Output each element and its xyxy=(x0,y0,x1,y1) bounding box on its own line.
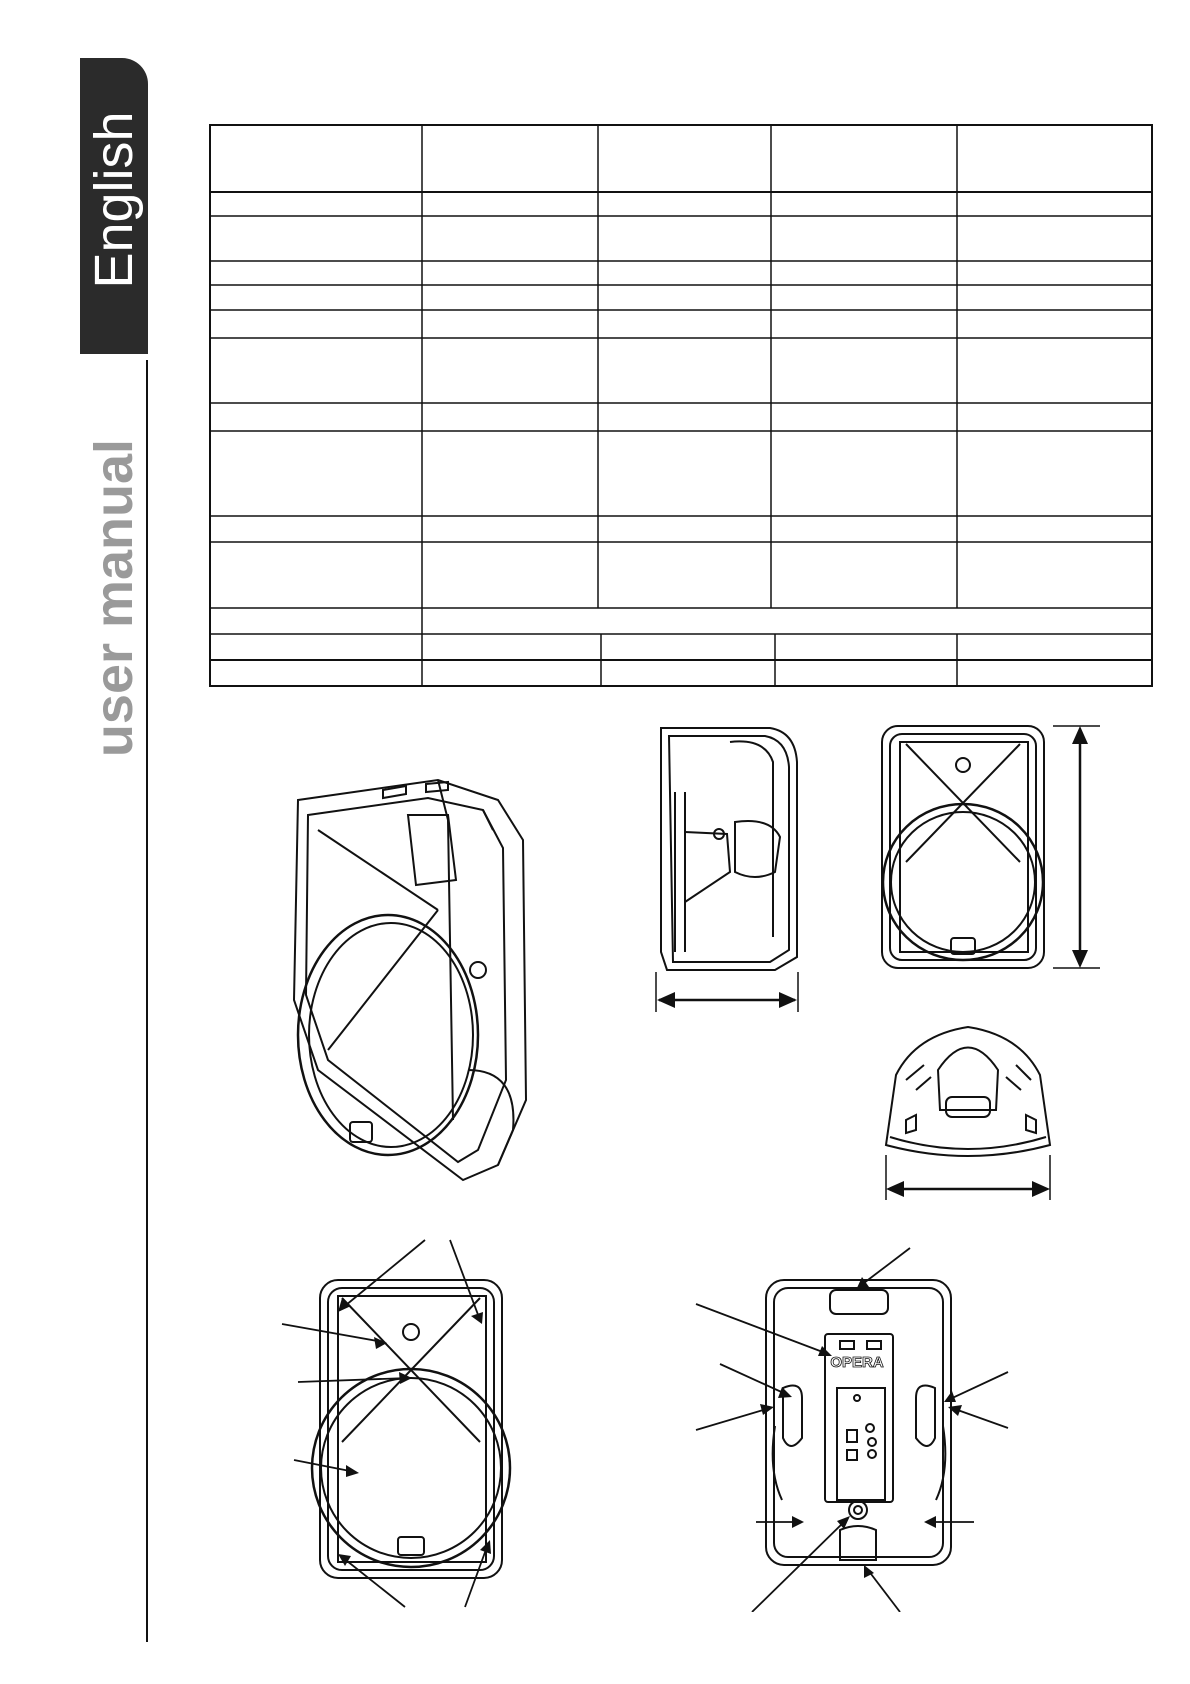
speaker-front-view-drawing xyxy=(878,722,1100,974)
sidebar-rule xyxy=(146,360,148,1642)
specifications-table xyxy=(209,124,1153,687)
speaker-top-view-drawing xyxy=(876,1015,1061,1200)
rear-panel-brand: OPERA xyxy=(830,1354,884,1371)
speaker-rear-callouts-drawing xyxy=(690,1240,1020,1612)
speaker-perspective-drawing xyxy=(288,770,548,1185)
speaker-side-view-drawing xyxy=(655,722,810,1012)
speaker-front-callouts-drawing xyxy=(280,1232,530,1612)
manual-section-label: user manual xyxy=(84,438,144,758)
language-tab-label: English xyxy=(84,111,144,289)
